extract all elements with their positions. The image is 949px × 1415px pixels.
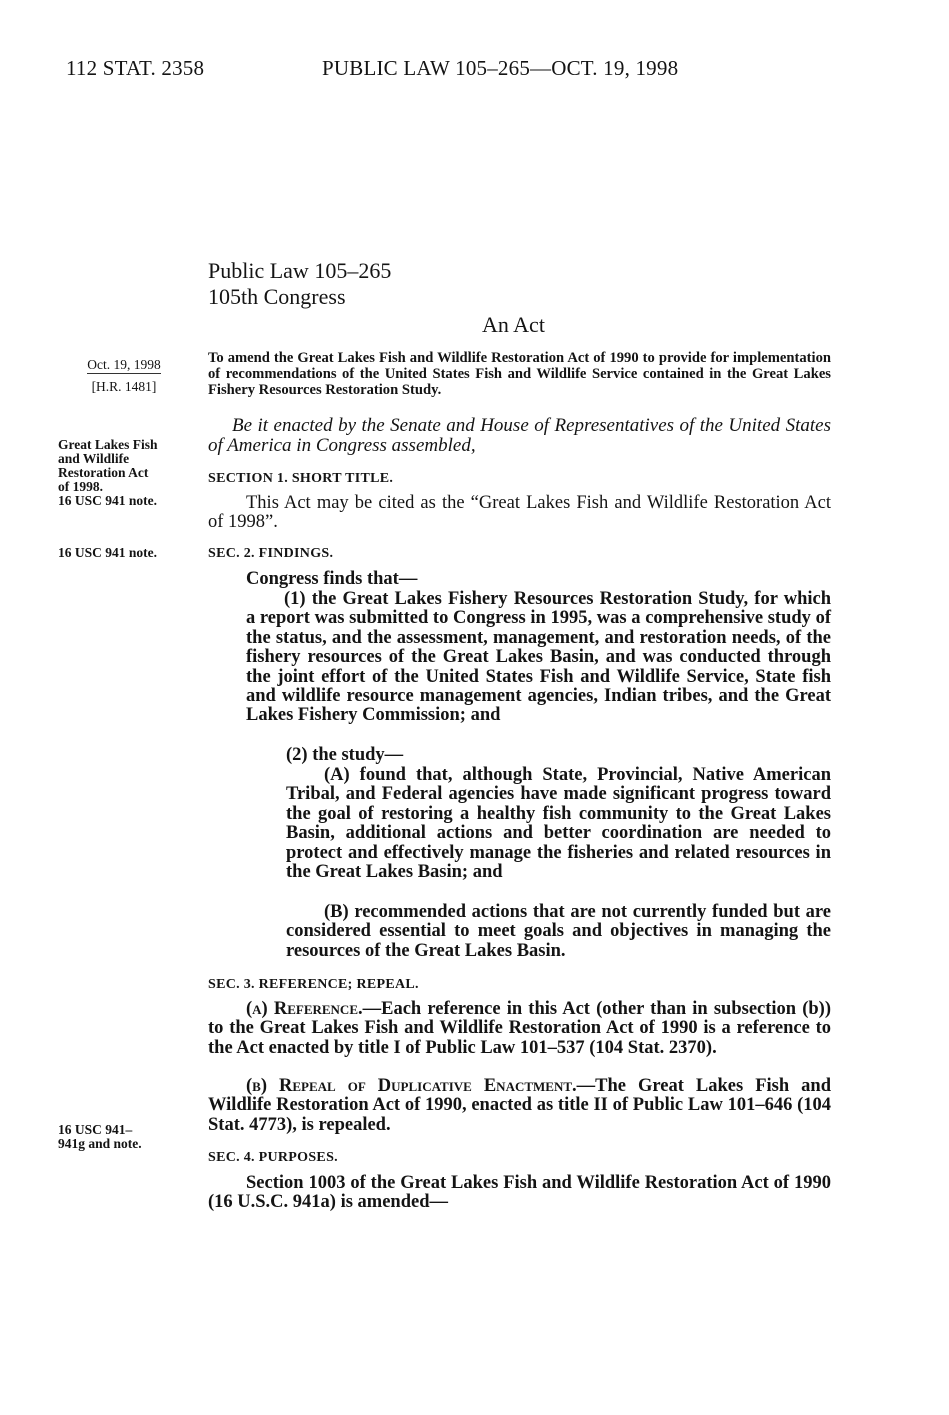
subsection-b-text: —The Great Lakes Fish and Wildlife Restoration Act of 1990, enacted as title II of Public Law 101–646 (104 Stat. 4773), is repealed. <box>208 1076 831 1135</box>
margin-note-line: 941g and note. <box>58 1136 142 1151</box>
margin-note-line: 16 USC 941– <box>58 1122 133 1137</box>
margin-note-line: of 1998. <box>58 479 103 494</box>
section-2-intro: Congress finds that— <box>246 569 418 589</box>
subsection-a-label: (a) Reference. <box>246 999 363 1019</box>
page-stat-header: 112 STAT. 2358 <box>66 56 205 80</box>
enacting-clause <box>208 416 831 456</box>
section-1-text <box>208 494 831 533</box>
public-law-date-header: PUBLIC LAW 105–265—OCT. 19, 1998 <box>322 56 679 80</box>
margin-findings-note: 16 USC 941 note. <box>58 545 158 560</box>
margin-short-title-note <box>58 438 196 508</box>
section-2-paragraph-2: (2) the study— <box>286 745 404 765</box>
margin-note-line: and Wildlife <box>58 451 130 466</box>
subparagraph-b-text: (B) recommended actions that are not currently funded but are considered essential to meet goals and objectives in managing the resources of the Great Lakes Basin. <box>286 902 831 961</box>
section-1-text-content: This Act may be cited as the “Great Lakes Fish and Wildlife Restoration Act of 1998”. <box>208 493 831 533</box>
subparagraph-a-text: (A) found that, although State, Provincial, Native American Tribal, and Federal agencies have made significant progress toward the goal of restoring a healthy fish community to the Great Lakes Basin, additional actions and better coordination are needed to protect and effectively manage the fisheries and related resources in the Great Lakes Basin; and <box>286 765 831 883</box>
section-2-heading: SEC. 2. FINDINGS. <box>208 546 334 561</box>
margin-date-text: Oct. 19, 1998 <box>87 357 161 372</box>
margin-note-line: Great Lakes Fish <box>58 437 158 452</box>
margin-note-line: Restoration Act <box>58 465 149 480</box>
congress-number: 105th Congress <box>208 284 346 309</box>
an-act-heading: An Act <box>482 312 545 337</box>
margin-date <box>55 358 193 374</box>
section-3-subsection-b <box>208 1077 831 1135</box>
section-4-heading: SEC. 4. PURPOSES. <box>208 1150 338 1165</box>
section-2-paragraph-1 <box>246 590 831 726</box>
margin-note-line: 16 USC 941 note. <box>58 493 158 508</box>
section-4-text <box>208 1174 831 1213</box>
public-law-number: Public Law 105–265 <box>208 258 392 283</box>
paragraph-1-text: (1) the Great Lakes Fishery Resources Restoration Study, for which a report was submitted to Congress in 1995, was a comprehensive study of the status, and the assessment, management, and restoration needs, of the fishery resources of the Great Lakes Basin, and was conducted through the joint effort of the United States Fish and Wildlife Service, State fish and wildlife resource management agencies, Indian tribes, and the Great Lakes Fishery Commission; and <box>246 589 831 726</box>
section-1-heading: SECTION 1. SHORT TITLE. <box>208 471 394 486</box>
section-3-heading: SEC. 3. REFERENCE; REPEAL. <box>208 977 419 992</box>
section-3-subsection-a <box>208 1000 831 1058</box>
act-summary: To amend the Great Lakes Fish and Wildlife Restoration Act of 1990 to provide for implementation of recommendations of the United States Fish and Wildlife Service contained in the Great Lakes Fishery Resources Restoration Study. <box>208 350 831 398</box>
subsection-a-text: —Each reference in this Act (other than in subsection (b)) to the Great Lakes Fish and Wildlife Restoration Act of 1990 is a reference to the Act enacted by title I of Public Law 101–537 (104 Stat. 2370). <box>208 999 832 1058</box>
margin-bill-number: [H.R. 1481] <box>91 379 157 394</box>
section-2-subparagraph-a <box>286 766 831 882</box>
section-4-text-content: Section 1003 of the Great Lakes Fish and Wildlife Restoration Act of 1990 (16 U.S.C. 941a) is amended— <box>208 1173 831 1213</box>
section-2-subparagraph-b <box>286 903 831 961</box>
margin-repeal-note <box>58 1123 196 1151</box>
subsection-b-label: (b) Repeal of Duplicative Enactment. <box>246 1076 577 1096</box>
enacting-clause-text: Be it enacted by the Senate and House of Representatives of the United States of America in Congress assembled, <box>208 415 831 456</box>
